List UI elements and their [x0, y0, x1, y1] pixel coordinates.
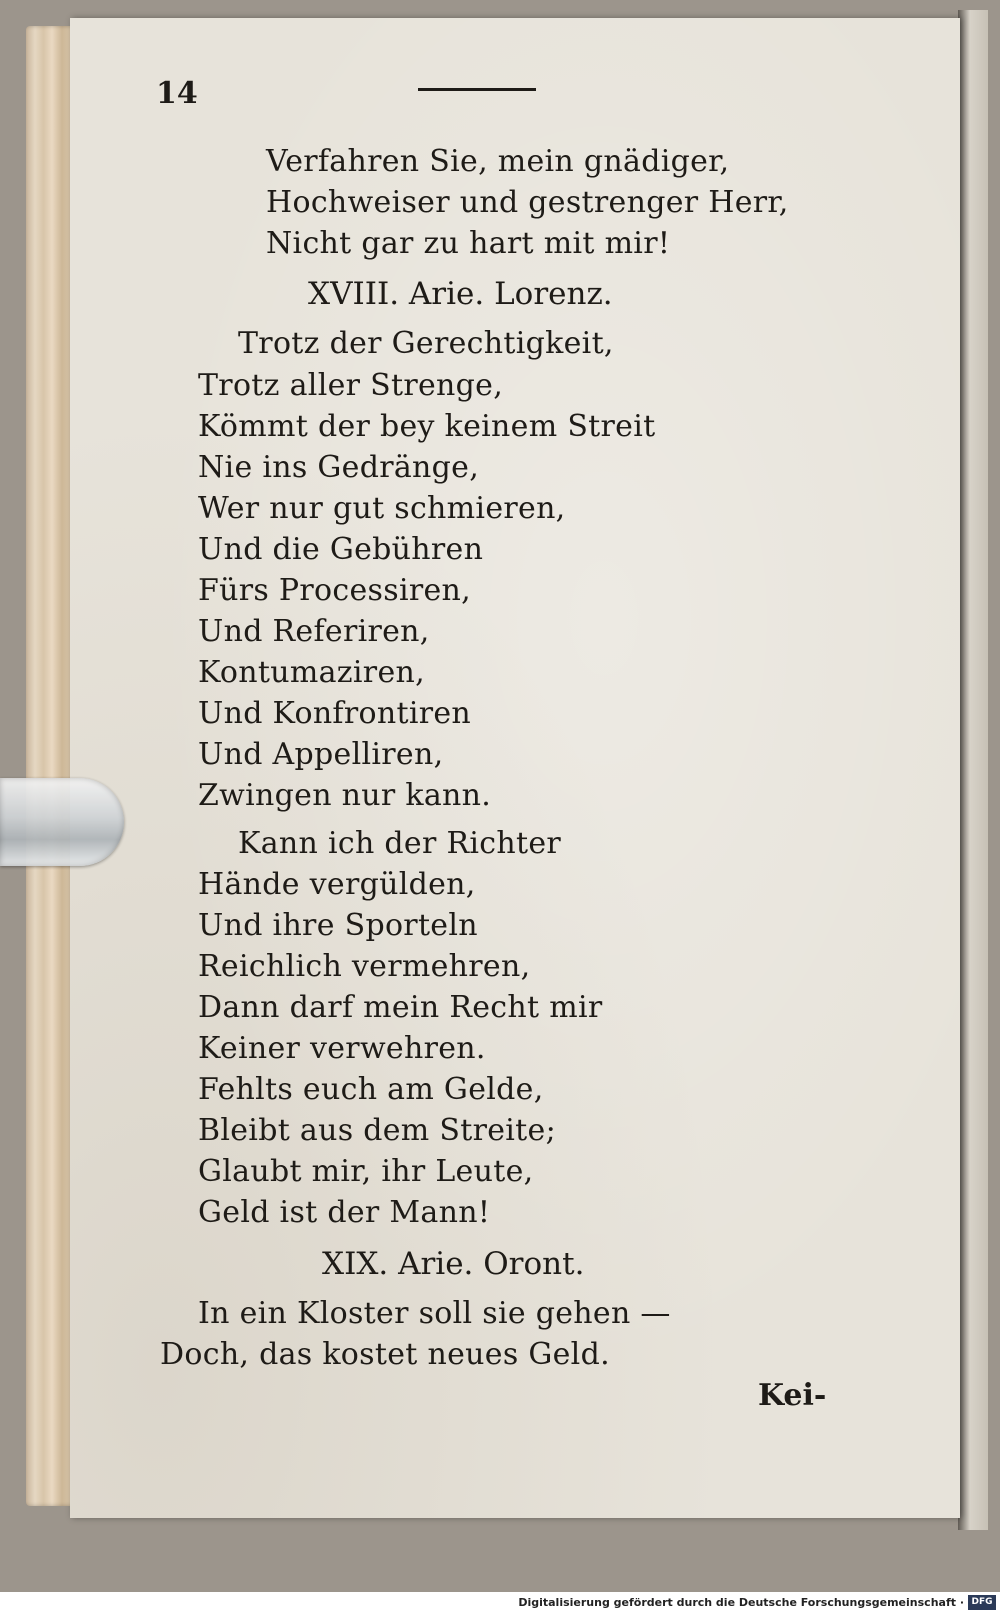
- page-edges: [26, 26, 76, 1506]
- text-line: Und Appelliren,: [198, 737, 444, 772]
- text-line: Hochweiser und gestrenger Herr,: [266, 185, 789, 220]
- text-line: Verfahren Sie, mein gnädiger,: [266, 144, 730, 179]
- text-line: Geld ist der Mann!: [198, 1195, 491, 1230]
- text-line: Kontumaziren,: [198, 655, 425, 690]
- section-heading: XIX. Arie. Oront.: [322, 1246, 585, 1282]
- text-line: Und die Gebühren: [198, 532, 484, 567]
- text-line: Trotz der Gerechtigkeit,: [238, 326, 614, 361]
- text-line: Bleibt aus dem Streite;: [198, 1113, 556, 1148]
- text-line: Keiner verwehren.: [198, 1031, 486, 1066]
- next-page-gutter: [958, 10, 988, 1530]
- page-clip: [0, 778, 124, 866]
- text-line: Hände vergülden,: [198, 867, 476, 902]
- text-line: Trotz aller Strenge,: [198, 368, 504, 403]
- text-line: Nie ins Gedränge,: [198, 450, 480, 485]
- text-line: Wer nur gut schmieren,: [198, 491, 566, 526]
- text-line: Doch, das kostet neues Geld.: [160, 1337, 610, 1372]
- text-line: Und Referiren,: [198, 614, 430, 649]
- text-line: Kann ich der Richter: [238, 826, 562, 861]
- text-line: Und Konfrontiren: [198, 696, 472, 731]
- text-line: Und ihre Sporteln: [198, 908, 478, 943]
- text-line: Dann darf mein Recht mir: [198, 990, 603, 1025]
- text-line: Nicht gar zu hart mit mir!: [266, 226, 671, 261]
- page-number: 14: [156, 76, 198, 111]
- text-line: Kömmt der bey keinem Streit: [198, 409, 656, 444]
- section-heading: XVIII. Arie. Lorenz.: [308, 276, 613, 312]
- text-line: Zwingen nur kann.: [198, 778, 492, 813]
- header-rule: [418, 88, 536, 91]
- text-line: In ein Kloster soll sie gehen —: [198, 1296, 671, 1331]
- footer-credit: Digitalisierung gefördert durch die Deutsche Forschungsgemeinschaft ·: [518, 1596, 964, 1609]
- catchword: Kei-: [758, 1378, 827, 1413]
- text-line: Glaubt mir, ihr Leute,: [198, 1154, 534, 1189]
- text-line: Fürs Processiren,: [198, 573, 471, 608]
- footer-bar: [0, 1592, 1000, 1614]
- dfg-logo: DFG: [968, 1595, 996, 1610]
- text-line: Fehlts euch am Gelde,: [198, 1072, 544, 1107]
- text-line: Reichlich vermehren,: [198, 949, 531, 984]
